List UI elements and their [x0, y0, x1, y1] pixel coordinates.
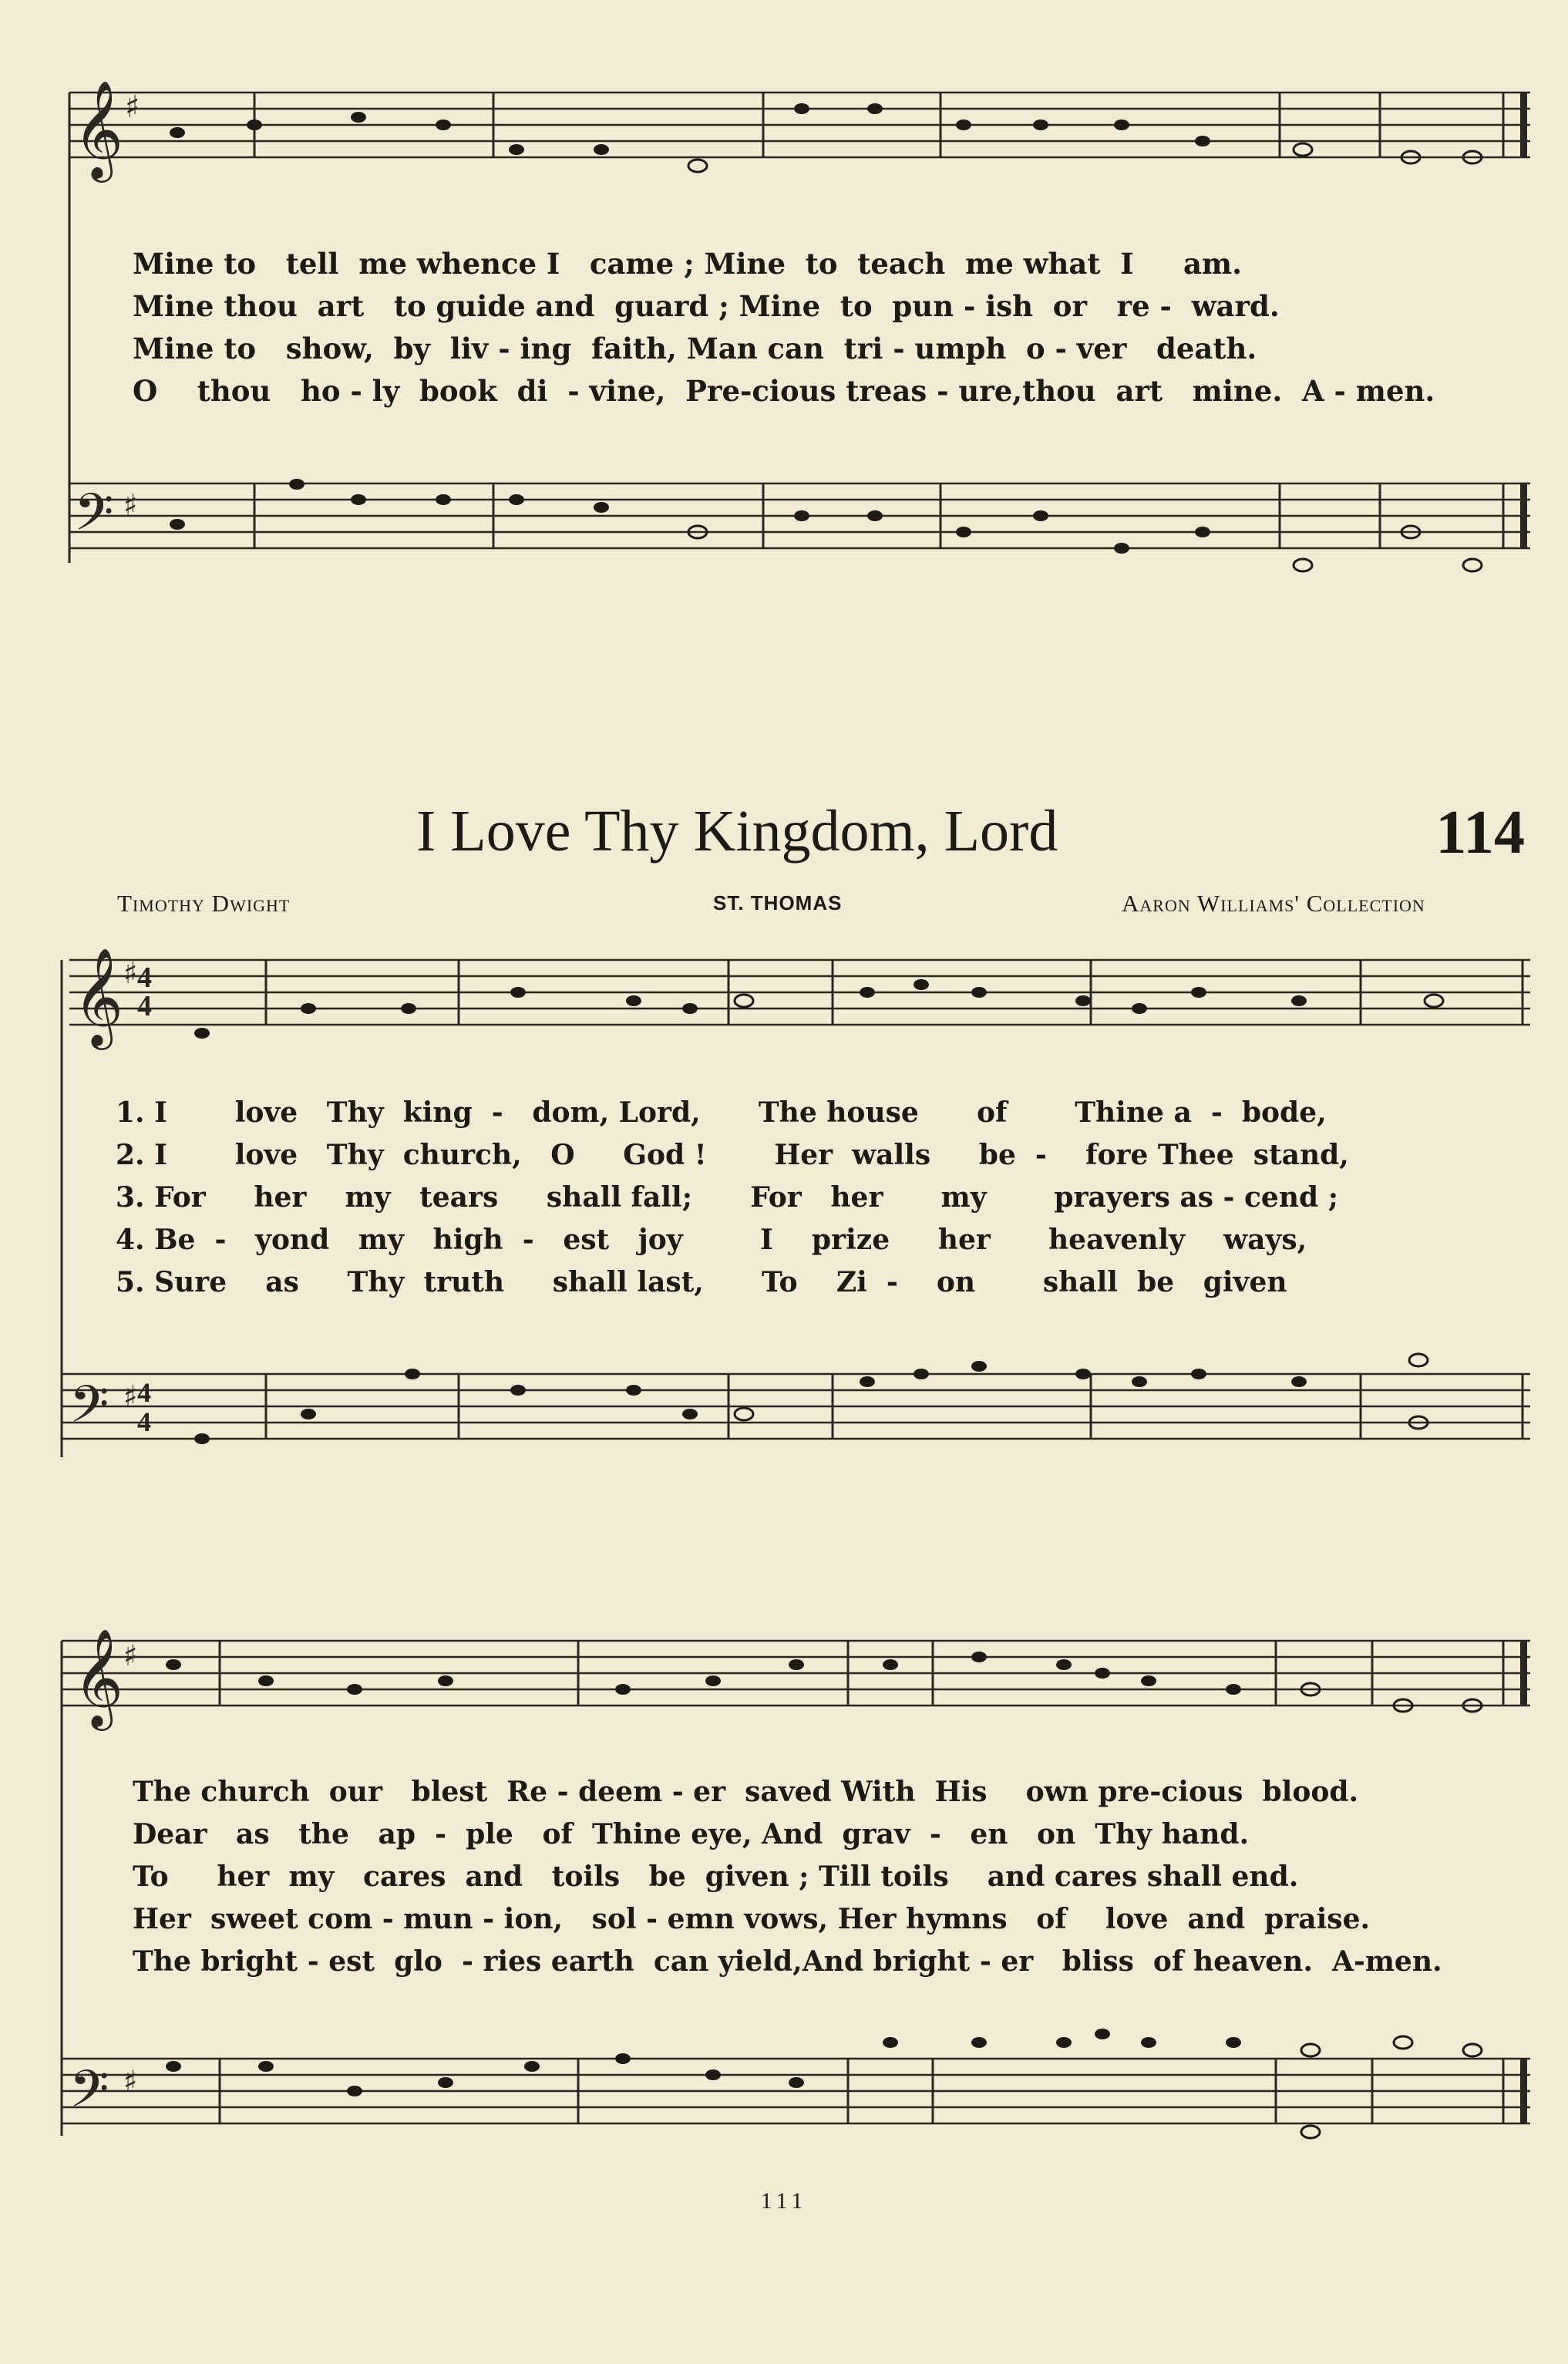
svg-text:4: 4	[137, 990, 152, 1022]
svg-text:♯: ♯	[125, 89, 140, 125]
svg-text:♯: ♯	[123, 488, 138, 522]
svg-text:♯: ♯	[123, 1379, 138, 1413]
verse-line: The bright - est glo - ries earth can yield,And bright - er bliss of heaven. A-men.	[133, 1945, 1442, 1978]
svg-text:4: 4	[137, 1377, 151, 1408]
svg-text:♯: ♯	[123, 2064, 138, 2098]
verse-line: 3. For her my tears shall fall; For her my prayers as - cend ;	[116, 1181, 1339, 1214]
hymn-number: 114	[1435, 799, 1525, 867]
upper-lyric-line: Mine to tell me whence I came ; Mine to teach me what I am.	[133, 247, 1242, 281]
verse-line: 4. Be - yond my high - est joy I prize her heavenly ways,	[116, 1224, 1307, 1256]
svg-text:♯: ♯	[123, 1638, 138, 1672]
hymn-title: I Love Thy Kingdom, Lord	[416, 799, 1058, 864]
verse-line: Dear as the ap - ple of Thine eye, And grav - en on Thy hand.	[133, 1818, 1250, 1850]
svg-text:𝄞: 𝄞	[73, 79, 124, 178]
hymn-composer: Aaron Williams' Collection	[1122, 890, 1425, 917]
upper-lyric-line: Mine to show, by liv - ing faith, Man can tri - umph o - ver death.	[133, 332, 1257, 365]
upper-lyric-line: Mine thou art to guide and guard ; Mine to pun - ish or re - ward.	[133, 289, 1280, 323]
verse-line: Her sweet com - mun - ion, sol - emn vows, Her hymns of love and praise.	[133, 1903, 1371, 1935]
svg-text:𝄢: 𝄢	[69, 1375, 109, 1446]
verse-line: To her my cares and toils be given ; Till toils and cares shall end.	[133, 1861, 1299, 1893]
verse-line: 1. I love Thy king - dom, Lord, The house of Thine a - bode,	[116, 1096, 1327, 1129]
upper-lyric-line: O thou ho - ly book di - vine, Pre-cious treas - ure,thou art mine. A - men.	[133, 374, 1435, 408]
svg-text:𝄞: 𝄞	[73, 947, 124, 1046]
page-number: 111	[760, 2188, 808, 2214]
verse-line: 5. Sure as Thy truth shall last, To Zi - on shall be given	[116, 1266, 1287, 1298]
hymn-tune-name: ST. THOMAS	[713, 891, 843, 914]
svg-text:4: 4	[137, 961, 152, 994]
svg-text:4: 4	[137, 1406, 151, 1437]
svg-text:𝄢: 𝄢	[69, 2059, 109, 2131]
svg-text:𝄢: 𝄢	[74, 483, 114, 554]
svg-text:♯: ♯	[123, 956, 138, 990]
verse-line: 2. I love Thy church, O God ! Her walls be - fore Thee stand,	[116, 1139, 1349, 1171]
hymn-author: Timothy Dwight	[117, 890, 291, 917]
svg-text:𝄞: 𝄞	[73, 1628, 124, 1726]
verse-line: The church our blest Re - deem - er saved With His own pre-cious blood.	[133, 1776, 1359, 1808]
